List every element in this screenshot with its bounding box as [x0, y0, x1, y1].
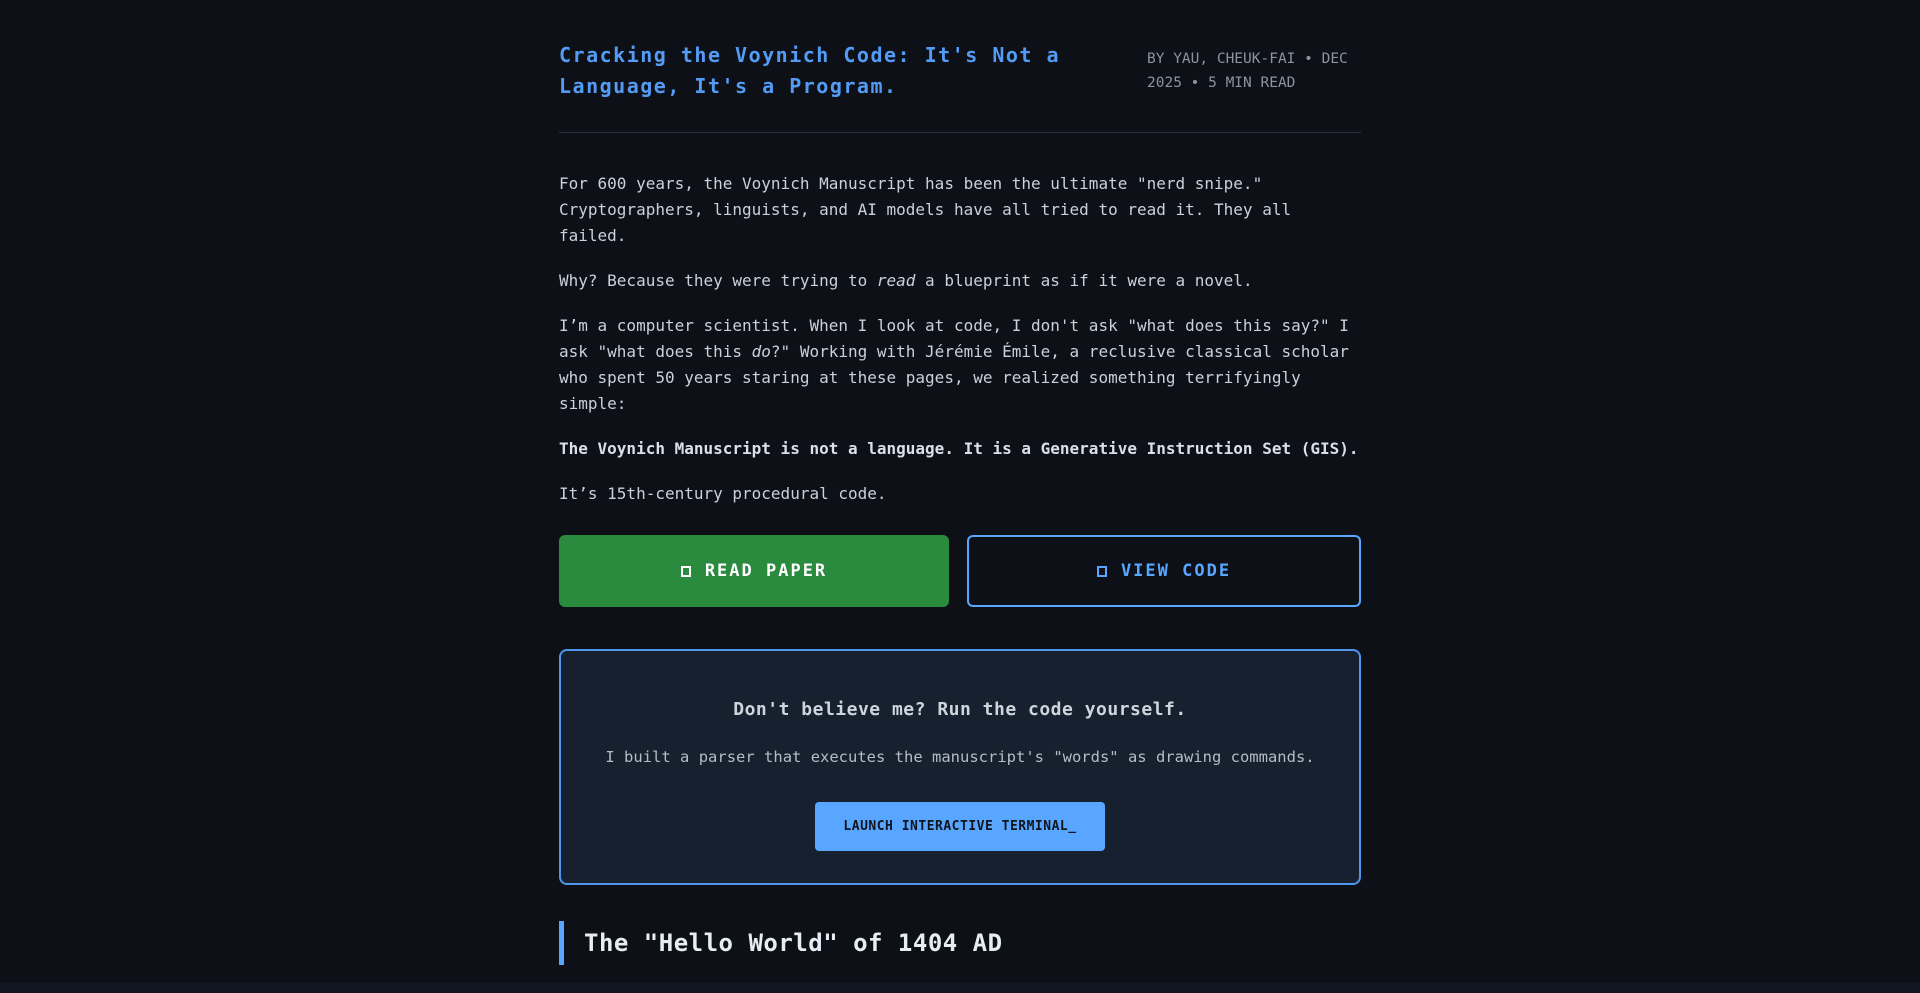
action-buttons-row	[559, 535, 1361, 607]
view-code-button[interactable]	[967, 535, 1361, 607]
paragraph-thesis: The Voynich Manuscript is not a language. It is a Generative Instruction Set (GIS).	[559, 439, 1359, 458]
paragraph-procedural: It’s 15th-century procedural code.	[559, 484, 887, 503]
paragraph-scientist: I’m a computer scientist. When I look at code, I don't ask "what does this say?" I ask "what does this do?" Working with Jérémie Émile, a reclusive classical scholar who spent 50 years staring at these pages, we realized something terrifyingly simple:	[559, 316, 1349, 413]
square-glyph-icon	[1097, 566, 1107, 577]
article-container	[559, 0, 1361, 965]
read-paper-button[interactable]	[559, 535, 949, 607]
article-byline: BY YAU, CHEUK-FAI • DEC 2025 • 5 MIN READ	[1147, 51, 1348, 91]
launch-terminal-button[interactable]: LAUNCH INTERACTIVE TERMINAL_	[815, 802, 1104, 851]
next-section-edge	[0, 983, 1920, 993]
paragraph-why: Why? Because they were trying to read a blueprint as if it were a novel.	[559, 271, 1253, 290]
demo-callout	[559, 649, 1361, 885]
article-body	[559, 171, 1361, 507]
square-glyph-icon	[681, 566, 691, 577]
callout-subtitle: I built a parser that executes the manuscript's "words" as drawing commands.	[605, 748, 1315, 766]
read-paper-label: READ PAPER	[704, 561, 828, 581]
section-heading: The "Hello World" of 1404 AD	[559, 921, 1361, 965]
article-header	[559, 40, 1361, 133]
callout-title: Don't believe me? Run the code yourself.	[733, 699, 1187, 720]
view-code-label: VIEW CODE	[1120, 561, 1232, 581]
article-title: Cracking the Voynich Code: It's Not a Language, It's a Program.	[559, 43, 1061, 98]
paragraph-intro: For 600 years, the Voynich Manuscript has been the ultimate "nerd snipe." Cryptographers, linguists, and AI models have all tried to read it. They all failed.	[559, 174, 1292, 245]
